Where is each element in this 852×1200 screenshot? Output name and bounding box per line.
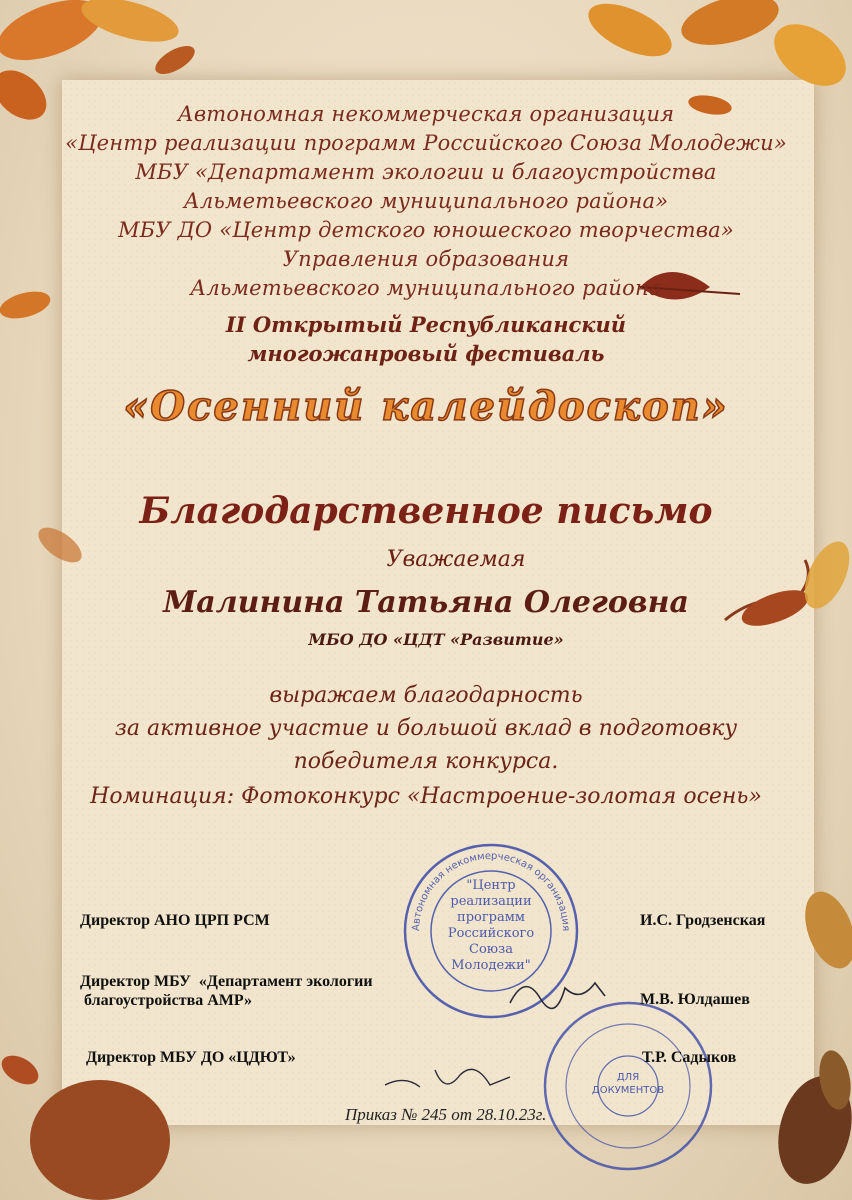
stamp2-line-2: ДОКУМЕНТОВ: [591, 1085, 665, 1096]
stamp-line-2: реализации: [450, 894, 532, 909]
header-line-6: Управления образования: [282, 247, 570, 271]
stamp2-line-1: ДЛЯ: [616, 1072, 640, 1083]
signatory-position-3: Директор МБУ ДО «ЦДЮТ»: [86, 1049, 296, 1066]
signatory-position-2: Директор МБУ «Департамент экологии благоустройства АМР»: [80, 973, 373, 1009]
salutation: Уважаемая: [386, 547, 526, 572]
festival-line-1: II Открытый Республиканский: [225, 312, 627, 337]
header-line-2: «Центр реализации программ Российского Союза Молодежи»: [65, 131, 787, 155]
header-line-7: Альметьевского муниципального района: [190, 276, 662, 300]
documents-stamp: [542, 1000, 714, 1172]
signatory-name-3: Т.Р. Садыков: [642, 1049, 737, 1066]
stamp-line-5: Союза: [469, 942, 513, 957]
signature-scribble-1: [505, 968, 615, 1018]
body-line-1: выражаем благодарность: [269, 683, 583, 708]
autumn-leaves-bottom-right: [760, 880, 852, 1200]
header-line-5: МБУ ДО «Центр детского юношеского творчества»: [118, 218, 734, 242]
stamp-line-6: Молодежи": [451, 958, 531, 973]
stamp-line-3: программ: [457, 910, 525, 925]
header-line-4: Альметьевского муниципального района»: [183, 189, 669, 213]
header-line-3: МБУ «Департамент экологии и благоустройства: [135, 160, 717, 184]
stamp-line-1: "Центр: [466, 878, 516, 893]
recipient-name: Малинина Татьяна Олеговна: [163, 585, 689, 620]
stamp-ring-text: Автономная некоммерческая организация: [410, 850, 572, 932]
body-line-3: победителя конкурса.: [293, 749, 559, 774]
header-line-1: Автономная некоммерческая организация: [177, 102, 675, 126]
body-line-2: за активное участие и большой вклад в подготовку: [114, 716, 738, 741]
festival-title: «Осенний калейдоскоп»: [123, 383, 729, 430]
festival-line-2: многожанровый фестиваль: [247, 341, 605, 366]
signatory-name-1: И.С. Гродзенская: [640, 912, 766, 929]
letter-heading: Благодарственное письмо: [139, 490, 713, 532]
signatory-position-1: Директор АНО ЦРП РСМ: [80, 912, 270, 929]
stamp-line-4: Российского: [447, 926, 535, 941]
recipient-organization: МБО ДО «ЦДТ «Развитие»: [308, 630, 564, 649]
signature-scribble-2: [380, 1055, 520, 1100]
body-line-4: Номинация: Фотоконкурс «Настроение-золотая осень»: [90, 784, 762, 809]
order-reference: Приказ № 245 от 28.10.23г.: [345, 1105, 547, 1124]
signatory-name-2: М.В. Юлдашев: [640, 991, 750, 1008]
